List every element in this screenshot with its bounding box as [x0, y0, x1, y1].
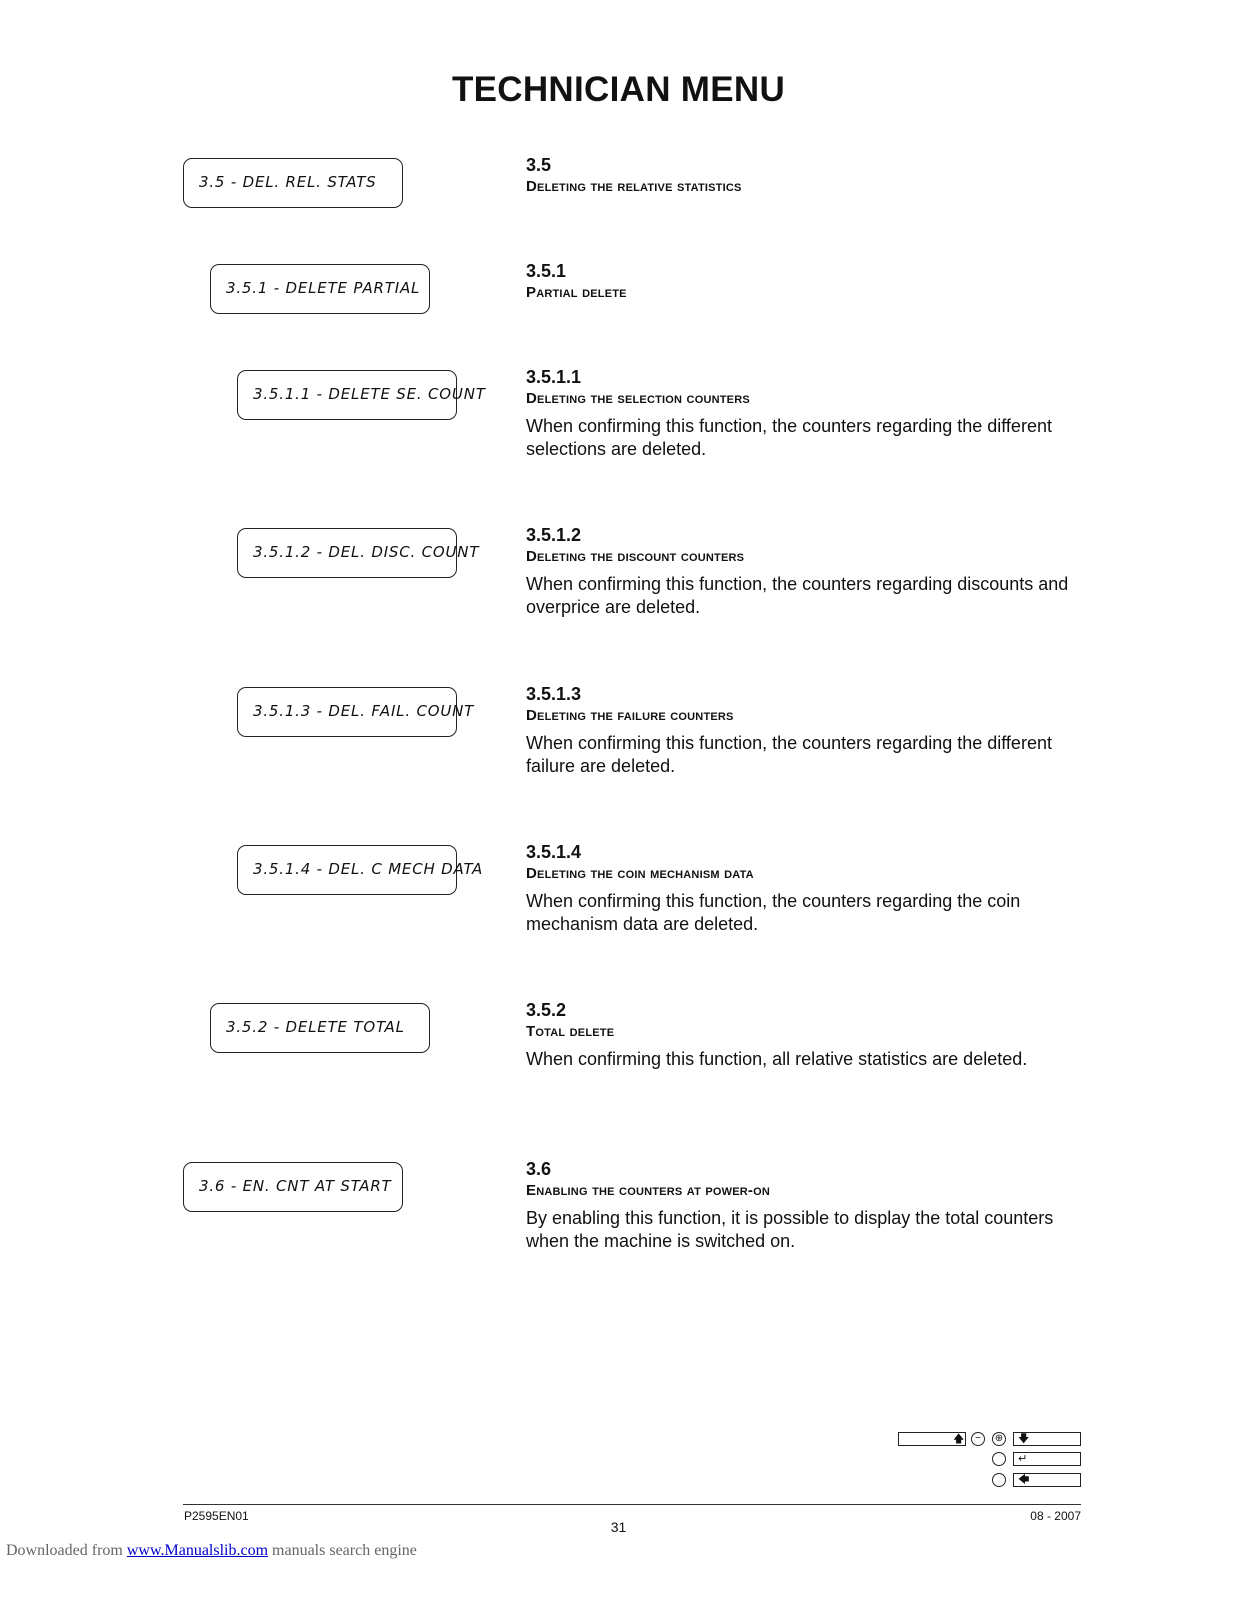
section	[526, 841, 1086, 936]
arrow-up-icon: 🡅	[953, 1432, 965, 1445]
lcd-text: 3.5.1.2 - DEL. DISC. COUNT	[253, 543, 480, 561]
section-heading: Total delete	[526, 1023, 615, 1040]
page-number: 31	[610, 1519, 627, 1535]
section-number: 3.5.1.4	[526, 842, 582, 862]
section	[526, 366, 1086, 461]
section	[526, 154, 1086, 198]
section-number: 3.5.2	[526, 1000, 567, 1020]
section-description: When confirming this function, the counters regarding the different failure are deleted.	[526, 733, 1052, 776]
section-description: When confirming this function, the counters regarding discounts and overprice are deleted.	[526, 574, 1069, 617]
section-number: 3.5.1	[526, 261, 567, 281]
section-heading: Deleting the discount counters	[526, 548, 745, 565]
lcd-text: 3.5.1.4 - DEL. C MECH DATA	[253, 860, 484, 878]
lcd-display	[210, 264, 430, 314]
section-description: When confirming this function, the counters regarding the different selections are deleted.	[526, 416, 1052, 459]
lcd-display	[183, 1162, 403, 1212]
section	[526, 524, 1086, 619]
section-heading: Deleting the selection counters	[526, 390, 750, 407]
page-title: TECHNICIAN MENU	[451, 70, 786, 109]
section-heading: Enabling the counters at power-on	[526, 1182, 771, 1199]
lcd-text: 3.6 - EN. CNT AT START	[199, 1177, 392, 1195]
section-heading: Deleting the coin mechanism data	[526, 865, 754, 882]
lcd-text: 3.5 - DEL. REL. STATS	[199, 173, 377, 191]
section-number: 3.5	[526, 155, 552, 175]
section-description: By enabling this function, it is possible to display the total counters when the machine is switched on.	[526, 1208, 1054, 1251]
download-link[interactable]: www.Manualslib.com	[126, 1542, 269, 1559]
circle-icon	[992, 1452, 1006, 1466]
arrow-left-icon: 🡄	[1018, 1473, 1030, 1486]
lcd-display	[237, 687, 475, 737]
download-notice	[6, 1542, 417, 1560]
arrow-enter-icon: ↵	[1018, 1452, 1028, 1465]
enter-circle-icon: ⊕	[992, 1432, 1006, 1446]
section-description: When confirming this function, the counters regarding the coin mechanism data are deleted.	[526, 891, 1021, 934]
section-number: 3.5.1.3	[526, 684, 582, 704]
section-number: 3.6	[526, 1159, 552, 1179]
section	[526, 1158, 1086, 1253]
download-prefix: Downloaded from	[6, 1542, 127, 1559]
section	[526, 260, 1086, 304]
footer-divider	[183, 1504, 1081, 1505]
section	[526, 683, 1086, 778]
circle-icon	[992, 1473, 1006, 1487]
section-number: 3.5.1.1	[526, 367, 582, 387]
download-suffix: manuals search engine	[268, 1542, 417, 1559]
section-description: When confirming this function, all relative statistics are deleted.	[526, 1049, 1028, 1069]
lcd-display	[237, 370, 486, 420]
section-heading: Deleting the relative statistics	[526, 178, 742, 195]
lcd-display	[237, 528, 480, 578]
lcd-text: 3.5.1.3 - DEL. FAIL. COUNT	[253, 702, 475, 720]
section-number: 3.5.1.2	[526, 525, 582, 545]
lcd-display	[183, 158, 403, 208]
lcd-text: 3.5.1.1 - DELETE SE. COUNT	[253, 385, 486, 403]
lcd-text: 3.5.2 - DELETE TOTAL	[226, 1018, 405, 1036]
lcd-display	[210, 1003, 430, 1053]
document-code: P2595EN01	[184, 1509, 249, 1523]
minus-circle-icon: −	[971, 1432, 985, 1446]
section-heading: Deleting the failure counters	[526, 707, 734, 724]
section	[526, 999, 1086, 1071]
arrow-down-icon: 🡇	[1018, 1432, 1030, 1445]
lcd-display	[237, 845, 484, 895]
document-date: 08 - 2007	[1030, 1509, 1081, 1523]
lcd-text: 3.5.1 - DELETE PARTIAL	[226, 279, 421, 297]
section-heading: Partial delete	[526, 284, 627, 301]
